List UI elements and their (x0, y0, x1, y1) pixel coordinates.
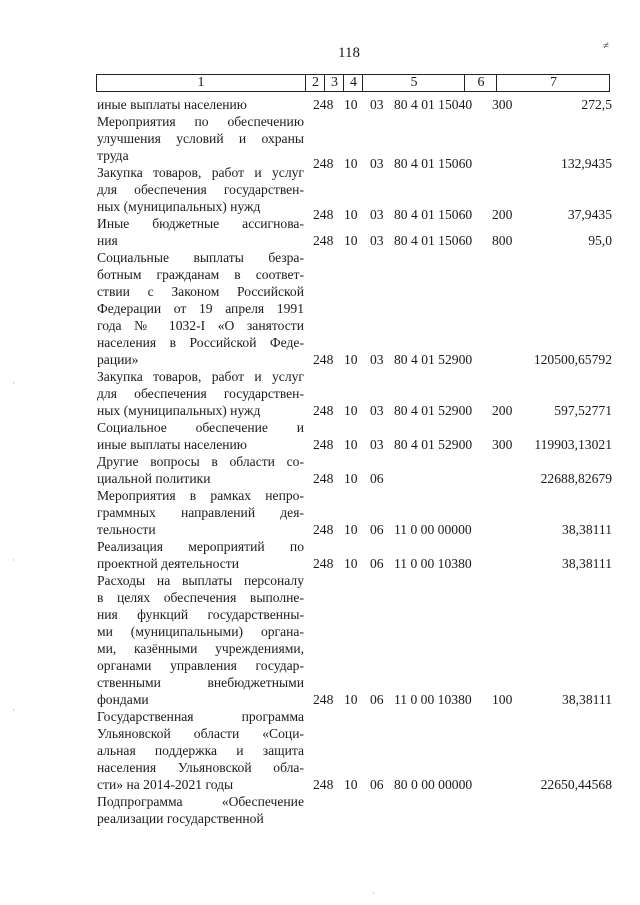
row-target-code: 80 4 01 52900 (394, 437, 473, 452)
row-label-line: улучшения условий и охраны (97, 131, 304, 146)
row-amount: 37,9435 (567, 207, 612, 222)
table-row-label (97, 215, 304, 249)
row-section-code: 10 (344, 233, 358, 248)
row-amount: 119903,13021 (534, 437, 612, 452)
row-target-code: 80 4 01 15060 (394, 233, 473, 248)
row-ved-code: 248 (313, 403, 334, 418)
row-label-line: Социальные выплаты безра- (97, 250, 304, 265)
row-label-line: рации» (97, 352, 139, 367)
row-label-line: Расходы на выплаты персоналу (97, 573, 304, 588)
row-amount: 132,9435 (561, 156, 612, 171)
row-expense-type-code: 300 (492, 437, 513, 452)
row-section-code: 10 (344, 156, 358, 171)
row-label-line: ных (муниципальных) нужд (97, 403, 261, 418)
margin-mark: · (12, 378, 15, 388)
row-amount: 38,38111 (562, 522, 612, 537)
table-row-label (97, 793, 304, 827)
margin-mark: · (372, 888, 375, 898)
row-ved-code: 248 (313, 207, 334, 222)
row-subsection-code: 03 (370, 97, 384, 112)
row-label-line: ствии с Законом Российской (97, 284, 304, 299)
row-label-line: Реализация мероприятий по (97, 539, 304, 554)
row-label-line: ми (муниципальными) органа- (97, 624, 304, 639)
table-row-label (97, 164, 304, 215)
row-target-code: 80 4 01 15060 (394, 207, 473, 222)
row-label-line: в целях обеспечения выполне- (97, 590, 304, 605)
row-label-line: иные выплаты населению (97, 437, 247, 452)
col-header-4: 4 (343, 75, 363, 91)
row-target-code: 80 4 01 52900 (394, 352, 473, 367)
row-expense-type-code: 800 (492, 233, 513, 248)
col-header-2: 2 (305, 75, 325, 91)
row-ved-code: 248 (313, 522, 334, 537)
margin-mark: · (12, 705, 15, 715)
col-header-3: 3 (324, 75, 344, 91)
table-row-label (97, 419, 304, 453)
row-target-code: 80 4 01 15040 (394, 97, 473, 112)
row-label-line: органами управления государ- (97, 658, 304, 673)
row-section-code: 10 (344, 692, 358, 707)
row-amount: 597,52771 (554, 403, 612, 418)
row-amount: 22688,82679 (540, 471, 612, 486)
row-label-line: для обеспечения государствен- (97, 182, 304, 197)
row-label-line: Мероприятия по обеспечению (97, 114, 304, 129)
row-subsection-code: 03 (370, 156, 384, 171)
row-subsection-code: 03 (370, 403, 384, 418)
row-label-line: труда (97, 148, 129, 163)
row-section-code: 10 (344, 403, 358, 418)
col-header-5: 5 (362, 75, 465, 91)
row-label-line: Закупка товаров, работ и услуг (97, 369, 304, 384)
row-expense-type-code: 200 (492, 207, 513, 222)
table-row-label (97, 538, 304, 572)
row-ved-code: 248 (313, 233, 334, 248)
row-target-code: 11 0 00 10380 (394, 692, 472, 707)
row-label-line: ния (97, 233, 118, 248)
row-subsection-code: 03 (370, 233, 384, 248)
margin-mark: · (12, 555, 15, 565)
row-section-code: 10 (344, 352, 358, 367)
row-section-code: 10 (344, 437, 358, 452)
col-header-1: 1 (197, 75, 205, 90)
row-label-line: Другие вопросы в области со- (97, 454, 304, 469)
row-label-line: Социальное обеспечение и (97, 420, 304, 435)
row-label-line: сти» на 2014-2021 годы (97, 777, 234, 792)
row-subsection-code: 06 (370, 692, 384, 707)
row-amount: 38,38111 (562, 556, 612, 571)
row-subsection-code: 06 (370, 522, 384, 537)
col-header-7: 7 (496, 75, 610, 91)
row-ved-code: 248 (313, 777, 334, 792)
table-row-label (97, 453, 304, 487)
row-label-line: ных (муниципальных) нужд (97, 199, 261, 214)
row-label-line: Подпрограмма «Обеспечение (97, 794, 304, 809)
row-label-line: Мероприятия в рамках непро- (97, 488, 304, 503)
row-label-line: населения Ульяновской обла- (97, 760, 304, 775)
row-label-line: ственными внебюджетными (97, 675, 304, 690)
table-row-label (97, 96, 304, 113)
row-label-line: ботным гражданам в соответ- (97, 267, 304, 282)
row-target-code: 80 4 01 52900 (394, 403, 473, 418)
row-ved-code: 248 (313, 471, 334, 486)
row-ved-code: 248 (313, 352, 334, 367)
row-label-line: года № 1032-I «О занятости (97, 318, 304, 333)
row-amount: 95,0 (588, 233, 612, 248)
row-amount: 120500,65792 (533, 352, 612, 367)
row-subsection-code: 03 (370, 207, 384, 222)
column-header-row (96, 74, 610, 92)
row-target-code: 11 0 00 00000 (394, 522, 472, 537)
row-subsection-code: 03 (370, 437, 384, 452)
col-header-6: 6 (464, 75, 497, 91)
row-expense-type-code: 300 (492, 97, 513, 112)
row-target-code: 80 0 00 00000 (394, 777, 473, 792)
row-ved-code: 248 (313, 556, 334, 571)
table-row-label (97, 572, 304, 708)
row-section-code: 10 (344, 522, 358, 537)
row-label-line: циальной политики (97, 471, 211, 486)
row-section-code: 10 (344, 97, 358, 112)
row-amount: 22650,44568 (540, 777, 612, 792)
table-row-label (97, 487, 304, 538)
row-subsection-code: 03 (370, 352, 384, 367)
row-section-code: 10 (344, 471, 358, 486)
row-label-line: Закупка товаров, работ и услуг (97, 165, 304, 180)
row-ved-code: 248 (313, 97, 334, 112)
row-expense-type-code: 100 (492, 692, 513, 707)
row-section-code: 10 (344, 777, 358, 792)
row-subsection-code: 06 (370, 556, 384, 571)
row-label-line: граммных направлений дея- (97, 505, 304, 520)
row-section-code: 10 (344, 556, 358, 571)
row-label-line: Иные бюджетные ассигнова- (97, 216, 304, 231)
row-section-code: 10 (344, 207, 358, 222)
row-ved-code: 248 (313, 437, 334, 452)
table-row-label (97, 249, 304, 368)
row-label-line: Государственная программа (97, 709, 304, 724)
row-label-line: Федерации от 19 апреля 1991 (97, 301, 304, 316)
row-target-code: 80 4 01 15060 (394, 156, 473, 171)
table-row-label (97, 113, 304, 164)
table-row-label (97, 708, 304, 793)
row-expense-type-code: 200 (492, 403, 513, 418)
table-row-label (97, 368, 304, 419)
row-ved-code: 248 (313, 692, 334, 707)
row-label-line: альная поддержка и защита (97, 743, 304, 758)
row-amount: 38,38111 (562, 692, 612, 707)
row-subsection-code: 06 (370, 777, 384, 792)
row-label-line: ми, казёнными учреждениями, (97, 641, 304, 656)
row-label-line: ния функций государственны- (97, 607, 304, 622)
page-number: 118 (338, 45, 360, 61)
row-label-line: фондами (97, 692, 149, 707)
row-label-line: реализации государственной (97, 811, 264, 826)
corner-mark: ≠ (603, 40, 610, 52)
row-subsection-code: 06 (370, 471, 384, 486)
row-label-line: проектной деятельности (97, 556, 239, 571)
row-label-line: населения в Российской Феде- (97, 335, 304, 350)
row-label-line: для обеспечения государствен- (97, 386, 304, 401)
row-ved-code: 248 (313, 156, 334, 171)
row-label-line: тельности (97, 522, 156, 537)
row-amount: 272,5 (581, 97, 612, 112)
row-label-line: иные выплаты населению (97, 97, 247, 112)
row-label-line: Ульяновской области «Соци- (97, 726, 304, 741)
row-target-code: 11 0 00 10380 (394, 556, 472, 571)
